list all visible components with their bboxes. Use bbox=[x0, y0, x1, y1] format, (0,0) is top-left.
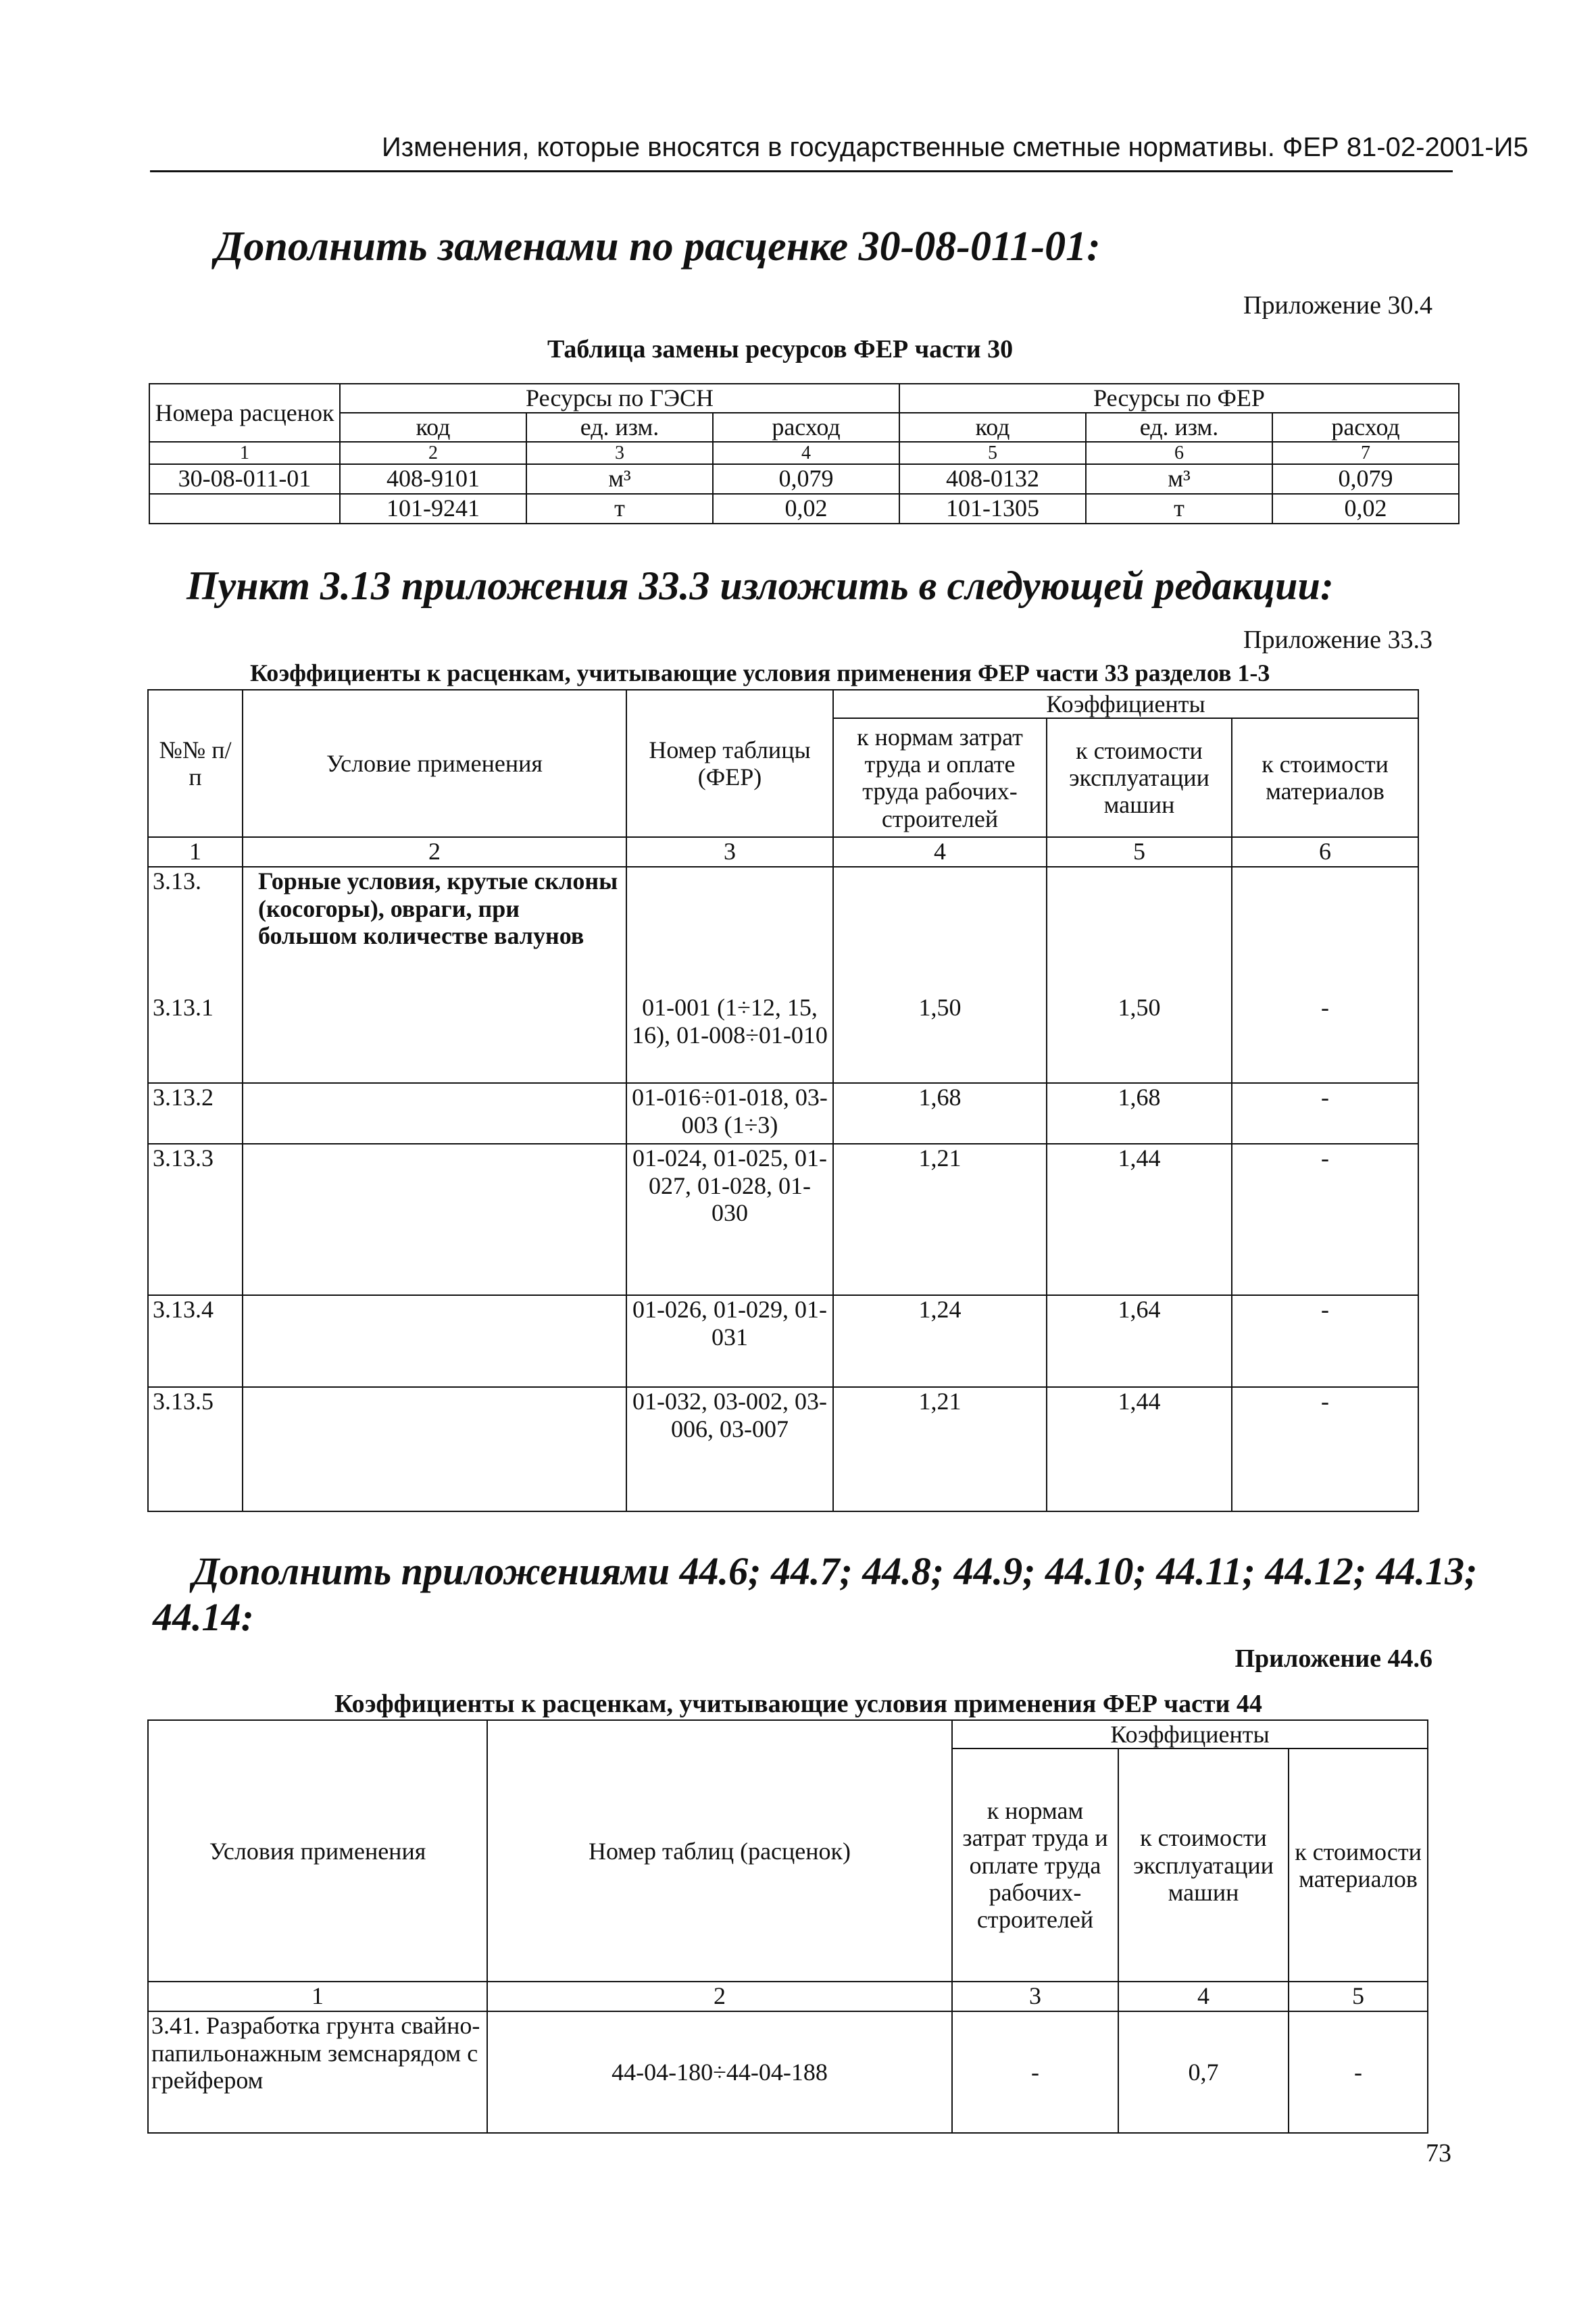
col-machines-header: к стоимости эксплуатации машин bbox=[1047, 718, 1232, 837]
table-row bbox=[148, 1144, 1418, 1295]
section1-heading: Дополнить заменами по расценке 30-08-011-01: bbox=[215, 224, 1101, 270]
section2-caption: Коэффициенты к расценкам, учитывающие условия применения ФЕР части 33 разделов 1-3 bbox=[250, 659, 1270, 686]
row-number: 3.13.1 bbox=[148, 994, 243, 1083]
table-row bbox=[148, 1387, 1418, 1511]
running-header: Изменения, которые вносятся в государственные сметные нормативы. ФЕР 81-02-2001-И5 bbox=[382, 132, 1528, 162]
group-coefficients-header: Коэффициенты bbox=[952, 1720, 1428, 1749]
row-machines: 1,64 bbox=[1047, 1295, 1232, 1387]
cell: 0,02 bbox=[1272, 494, 1459, 524]
coefficients-33-table bbox=[147, 689, 1419, 1512]
row-materials: - bbox=[1232, 994, 1418, 1083]
section1-caption: Таблица замены ресурсов ФЕР части 30 bbox=[547, 335, 1014, 363]
row-number: 3.13. bbox=[148, 867, 243, 994]
cell: 101-9241 bbox=[340, 494, 526, 524]
page-number: 73 bbox=[1426, 2139, 1451, 2167]
num-cell: 5 bbox=[1289, 1982, 1428, 2011]
row-machines: 1,68 bbox=[1047, 1083, 1232, 1144]
row-labor: - bbox=[952, 2011, 1118, 2133]
row-table: 01-032, 03-002, 03-006, 03-007 bbox=[626, 1387, 833, 1511]
col-table-header: Номер таблиц (расценок) bbox=[487, 1720, 952, 1982]
section3-heading-line1: Дополнить приложениями 44.6; 44.7; 44.8; 44.9; 44.10; 44.11; 44.12; 44.13; bbox=[193, 1549, 1478, 1593]
num-cell: 2 bbox=[243, 837, 626, 867]
row-labor: 1,24 bbox=[833, 1295, 1047, 1387]
row-materials: - bbox=[1232, 1144, 1418, 1295]
col-labor-header: к нормам затрат труда и оплате труда рабочих-строителей bbox=[833, 718, 1047, 837]
table-row bbox=[148, 867, 1418, 994]
row-table: 01-001 (1÷12, 15, 16), 01-008÷01-010 bbox=[626, 994, 833, 1083]
resource-replacement-table bbox=[149, 383, 1460, 524]
group-gesn-header: Ресурсы по ГЭСН bbox=[340, 384, 899, 413]
empty-cell bbox=[243, 1083, 626, 1144]
empty-cell bbox=[1047, 867, 1232, 994]
num-cell: 2 bbox=[340, 442, 526, 464]
cell: т bbox=[526, 494, 713, 524]
row-table: 01-024, 01-025, 01-027, 01-028, 01-030 bbox=[626, 1144, 833, 1295]
table-row bbox=[149, 464, 1459, 494]
num-cell: 3 bbox=[526, 442, 713, 464]
num-cell: 1 bbox=[149, 442, 340, 464]
section2-appendix: Приложение 33.3 bbox=[1243, 626, 1432, 654]
row-labor: 1,50 bbox=[833, 994, 1047, 1083]
num-cell: 3 bbox=[952, 1982, 1118, 2011]
num-cell: 7 bbox=[1272, 442, 1459, 464]
row-machines: 1,44 bbox=[1047, 1144, 1232, 1295]
num-cell: 2 bbox=[487, 1982, 952, 2011]
section1-appendix: Приложение 30.4 bbox=[1243, 291, 1432, 320]
gesn-code-header: код bbox=[340, 413, 526, 442]
cell: 408-0132 bbox=[899, 464, 1086, 494]
row-table: 01-016÷01-018, 03-003 (1÷3) bbox=[626, 1083, 833, 1144]
col-table-header: Номер таблицы (ФЕР) bbox=[626, 690, 833, 837]
row-condition: 3.41. Разработка грунта свайно-папильонажным земснарядом с грейфером bbox=[148, 2011, 487, 2133]
empty-cell bbox=[243, 1387, 626, 1511]
row-labor: 1,21 bbox=[833, 1144, 1047, 1295]
col-rates-header: Номера расценок bbox=[149, 384, 340, 442]
cell: 408-9101 bbox=[340, 464, 526, 494]
num-cell: 1 bbox=[148, 837, 243, 867]
num-cell: 3 bbox=[626, 837, 833, 867]
coefficients-44-table bbox=[147, 1719, 1428, 2134]
empty-cell bbox=[833, 867, 1047, 994]
fer-code-header: код bbox=[899, 413, 1086, 442]
num-cell: 6 bbox=[1232, 837, 1418, 867]
section3-heading-line2: 44.14: bbox=[153, 1595, 254, 1639]
header-rule bbox=[150, 170, 1453, 172]
row-number: 3.13.4 bbox=[148, 1295, 243, 1387]
table-row bbox=[148, 2011, 1428, 2133]
cell: 0,079 bbox=[713, 464, 899, 494]
num-cell: 1 bbox=[148, 1982, 487, 2011]
table-row bbox=[149, 494, 1459, 524]
row-machines: 1,50 bbox=[1047, 994, 1232, 1083]
row-machines: 0,7 bbox=[1118, 2011, 1289, 2133]
group-fer-header: Ресурсы по ФЕР bbox=[899, 384, 1459, 413]
row-labor: 1,21 bbox=[833, 1387, 1047, 1511]
table-row bbox=[148, 994, 1418, 1083]
section3-caption: Коэффициенты к расценкам, учитывающие условия применения ФЕР части 44 bbox=[334, 1690, 1262, 1718]
row-materials: - bbox=[1232, 1295, 1418, 1387]
cell: м³ bbox=[1086, 464, 1272, 494]
num-cell: 5 bbox=[1047, 837, 1232, 867]
col-labor-header: к нормам затрат труда и оплате труда рабочих-строителей bbox=[952, 1749, 1118, 1982]
cell: 30-08-011-01 bbox=[149, 464, 340, 494]
cell: 101-1305 bbox=[899, 494, 1086, 524]
table-row bbox=[148, 1083, 1418, 1144]
num-cell: 4 bbox=[833, 837, 1047, 867]
num-cell: 5 bbox=[899, 442, 1086, 464]
row-table: 44-04-180÷44-04-188 bbox=[487, 2011, 952, 2133]
col-materials-header: к стоимости материалов bbox=[1232, 718, 1418, 837]
empty-cell bbox=[243, 1144, 626, 1295]
row-table: 01-026, 01-029, 01-031 bbox=[626, 1295, 833, 1387]
row-number: 3.13.3 bbox=[148, 1144, 243, 1295]
gesn-unit-header: ед. изм. bbox=[526, 413, 713, 442]
num-cell: 4 bbox=[713, 442, 899, 464]
col-num-header: №№ п/п bbox=[148, 690, 243, 837]
cell: т bbox=[1086, 494, 1272, 524]
fer-unit-header: ед. изм. bbox=[1086, 413, 1272, 442]
row-number: 3.13.5 bbox=[148, 1387, 243, 1511]
row-materials: - bbox=[1232, 1083, 1418, 1144]
empty-cell bbox=[243, 1295, 626, 1387]
section2-heading: Пункт 3.13 приложения 33.3 изложить в следующей редакции: bbox=[186, 563, 1334, 608]
fer-usage-header: расход bbox=[1272, 413, 1459, 442]
row-materials: - bbox=[1232, 1387, 1418, 1511]
row-condition: Горные условия, крутые склоны (косогоры), овраги, при большом количестве валунов bbox=[243, 867, 626, 994]
num-cell: 4 bbox=[1118, 1982, 1289, 2011]
cell: 0,079 bbox=[1272, 464, 1459, 494]
gesn-usage-header: расход bbox=[713, 413, 899, 442]
cell: м³ bbox=[526, 464, 713, 494]
empty-cell bbox=[626, 867, 833, 994]
cell: 0,02 bbox=[713, 494, 899, 524]
group-coefficients-header: Коэффициенты bbox=[833, 690, 1418, 718]
row-labor: 1,68 bbox=[833, 1083, 1047, 1144]
row-materials: - bbox=[1289, 2011, 1428, 2133]
row-machines: 1,44 bbox=[1047, 1387, 1232, 1511]
table-row bbox=[148, 1295, 1418, 1387]
section3-appendix: Приложение 44.6 bbox=[1235, 1644, 1432, 1673]
num-cell: 6 bbox=[1086, 442, 1272, 464]
col-condition-header: Условия применения bbox=[148, 1720, 487, 1982]
row-number: 3.13.2 bbox=[148, 1083, 243, 1144]
col-machines-header: к стоимости эксплуатации машин bbox=[1118, 1749, 1289, 1982]
empty-cell bbox=[243, 994, 626, 1083]
empty-cell bbox=[1232, 867, 1418, 994]
col-materials-header: к стоимости материалов bbox=[1289, 1749, 1428, 1982]
cell bbox=[149, 494, 340, 524]
col-condition-header: Условие применения bbox=[243, 690, 626, 837]
